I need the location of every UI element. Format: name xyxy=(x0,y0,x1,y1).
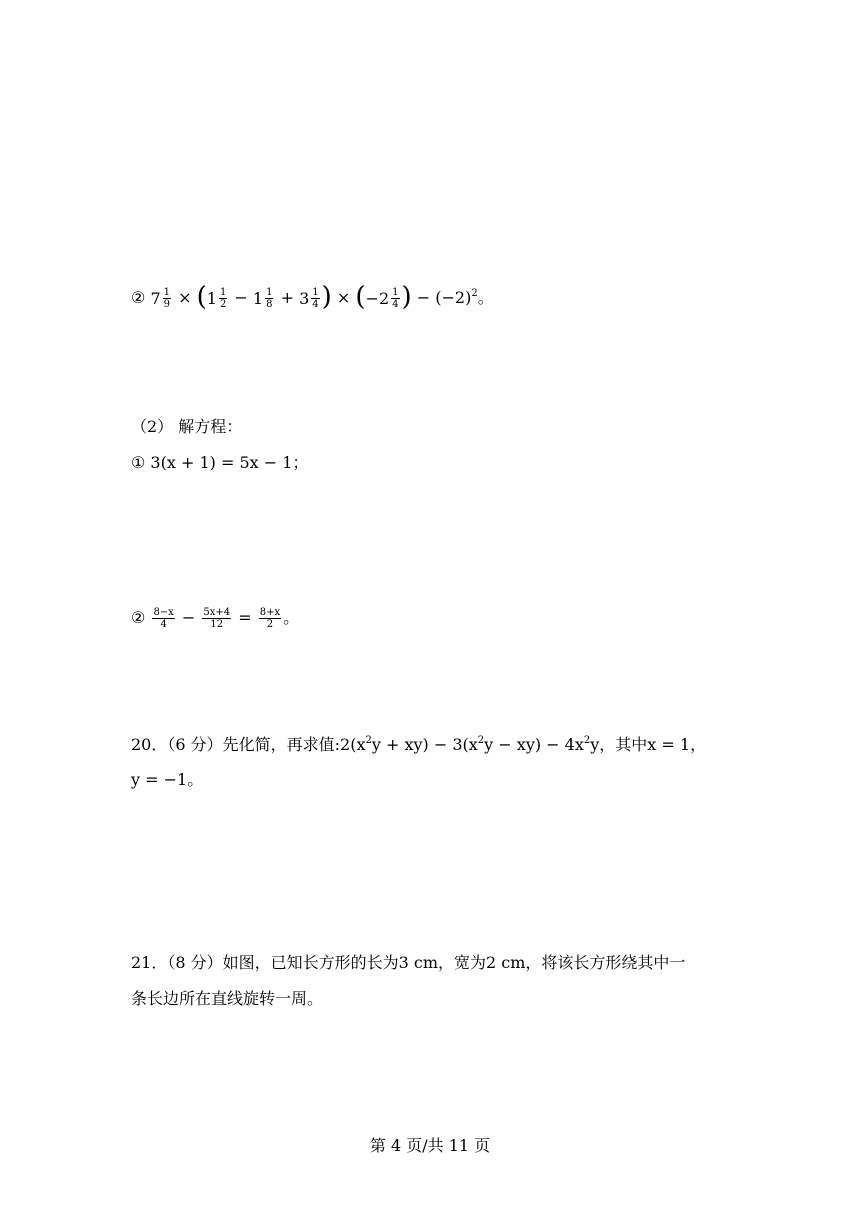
left-paren: ( xyxy=(196,281,207,312)
mixed-number: 1 $\frac{1}{8}$ xyxy=(252,287,273,310)
fraction: $\frac{5x+4}{12}$ xyxy=(203,607,231,630)
mixed-number: −2 $\frac{1}{4}$ xyxy=(365,287,399,310)
fraction: $\frac{1}{4}$ xyxy=(312,287,319,310)
fraction: $\frac{8-x}{4}$ xyxy=(153,607,174,630)
mixed-number: 7 $\frac{1}{9}$ xyxy=(150,287,170,310)
fraction: $\frac{1}{4}$ xyxy=(392,287,399,310)
right-paren: ) xyxy=(401,281,412,312)
expression-2: ② 7 $\frac{1}{9}$ × ( 1 $\frac{1}{2}$ − 1 $\frac{1}{8}$ + 3 $\frac{1}{4}$ ) × ( −2 $\frac{1}{4}$ ) − $(-2)^2$。 xyxy=(131,281,494,312)
fraction: $\frac{1}{9}$ xyxy=(163,287,170,310)
section-heading: （2） 解方程： xyxy=(131,417,243,436)
right-paren: ) xyxy=(321,281,332,312)
question-21-line-1: 21．（8 分）如图，已知长方形的长为3 cm，宽为2 cm，将该长方形绕其中一 xyxy=(131,953,686,972)
question-20-line-1: 20．（6 分）先化简，再求值$:2(x^2y + xy) - 3(x^2y - xy) - 4x^2y$，其中x = 1， xyxy=(131,735,707,754)
equation-1: ① 3(x + 1) = 5x − 1； xyxy=(131,453,309,472)
fraction: $\frac{8+x}{2}$ xyxy=(259,607,281,630)
fraction: $\frac{1}{2}$ xyxy=(219,287,227,310)
question-21-line-2: 条长边所在直线旋转一周。 xyxy=(131,989,324,1008)
left-paren: ( xyxy=(355,281,366,312)
question-20-line-2: y = −1。 xyxy=(131,770,204,789)
item-marker: ② xyxy=(131,288,146,307)
mixed-number: 3 $\frac{1}{4}$ xyxy=(299,287,319,310)
fraction: $\frac{1}{8}$ xyxy=(266,287,273,310)
equation-2: ② $\frac{8-x}{4}$ − $\frac{5x+4}{12}$ = $\frac{8+x}{2}$ 。 xyxy=(131,607,300,630)
mixed-number: 1 $\frac{1}{2}$ xyxy=(206,287,227,310)
page-footer: 第 4 页/共 11 页 xyxy=(369,1136,491,1155)
